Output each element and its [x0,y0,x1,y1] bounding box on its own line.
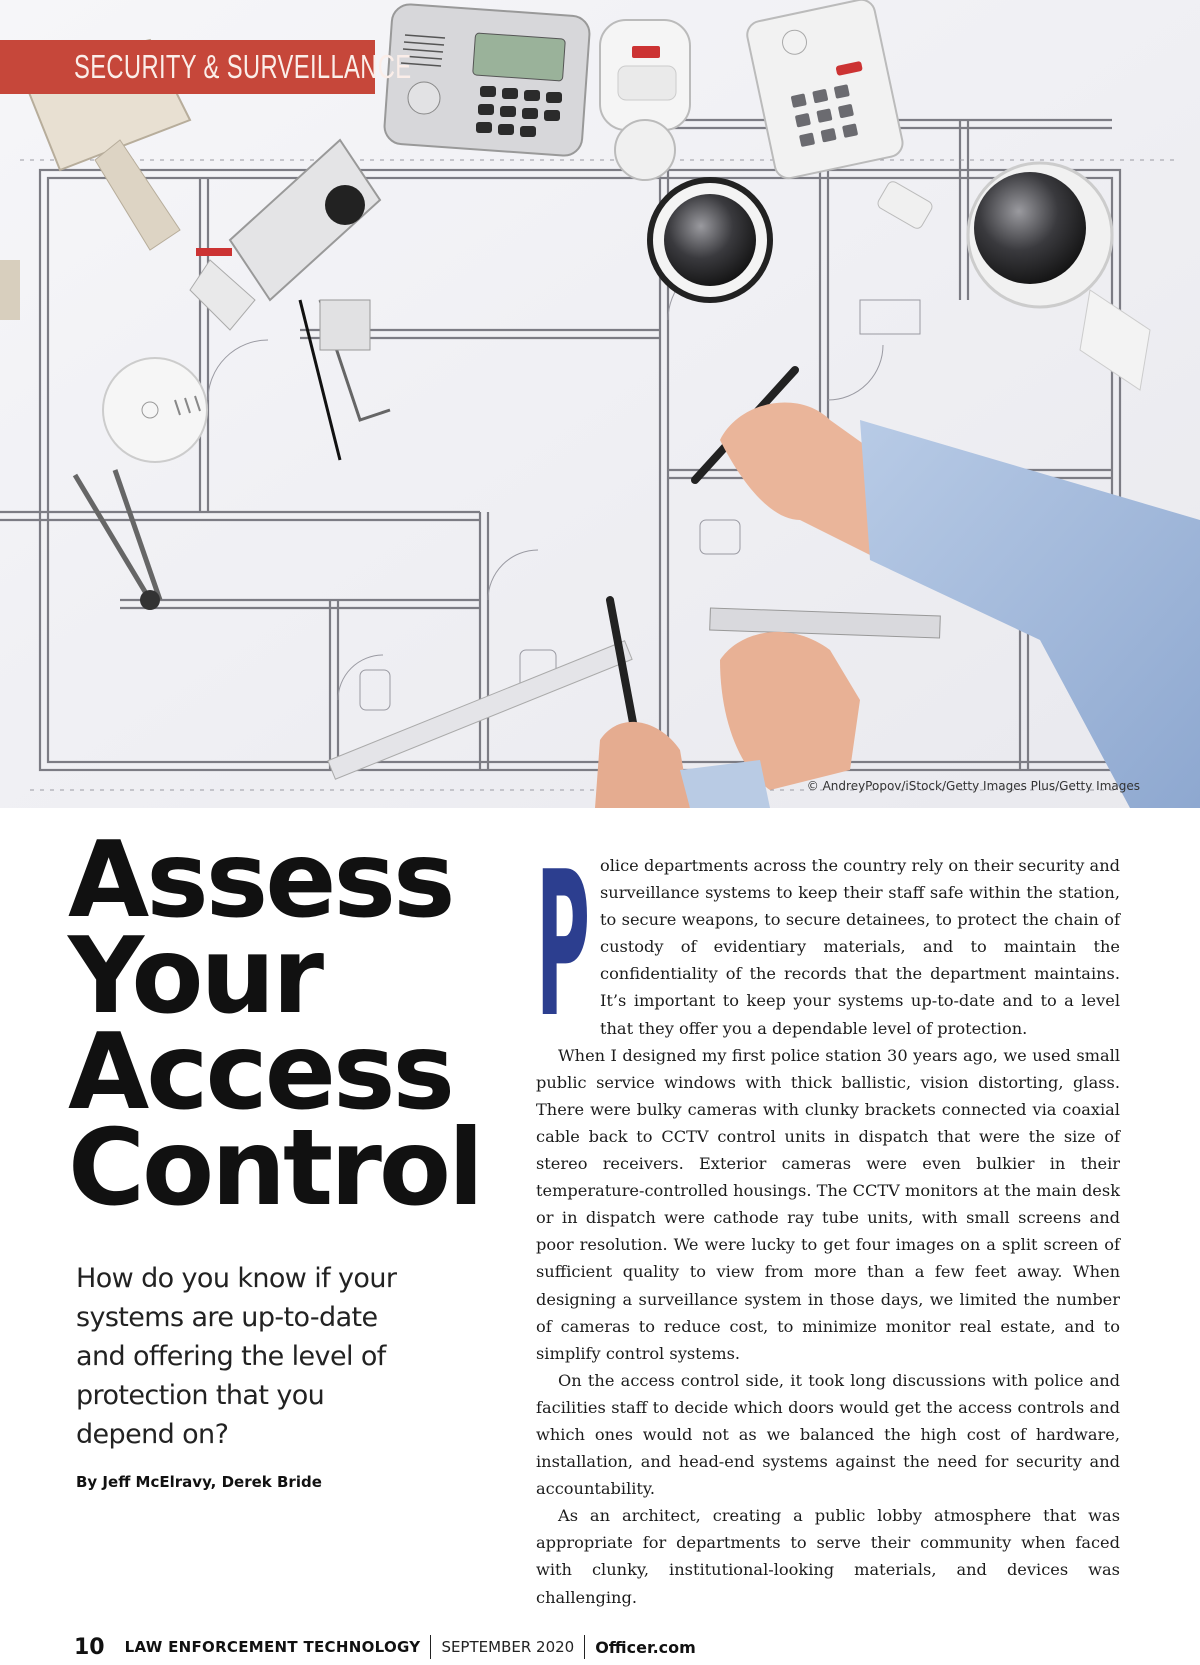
drop-cap-letter: P [536,829,590,1062]
page-number: 10 [74,1634,105,1660]
blueprint-illustration [0,0,1200,808]
smoke-detector [103,358,207,462]
article-body [536,829,1120,1611]
deck: How do you know if your systems are up-to-date and offering the level of protection that you depend on? [76,1263,397,1450]
body-paragraph: On the access control side, it took long discussions with police and facilities staff to decide which doors would get the access controls and which ones would not as we balanced the high cost of hardware, installation, and head-end systems against the need for security and accountability. [536,1370,1120,1499]
drop-cap [536,829,600,1062]
photo-credit: © AndreyPopov/iStock/Getty Images Plus/Getty Images [806,779,1140,793]
headline-line: Your [68,915,322,1037]
page-footer [74,1632,696,1662]
alarm-keypad [383,3,590,156]
lead-paragraph [536,829,1120,1062]
body-paragraph: As an architect, creating a public lobby atmosphere that was appropriate for departments to serve their community when faced with clunky, institutional-looking materials, and devices was challenging. [536,1506,1120,1607]
headline-line: Assess [68,819,453,941]
headline-line: Access [68,1011,452,1133]
section-banner [0,40,412,94]
headline [68,819,482,1229]
dome-camera-center [650,180,770,300]
body-paragraph: When I designed my first police station 30 years ago, we used small public service windows with thick ballistic, vision distorting, glass. There were bulky cameras with clunky brackets connected via coaxial cable back to CCTV control units in dispatch that were the size of stereo receivers. Exterior cameras were even bulkier in their temperature-controlled housings. The CCTV monitors at the main desk or in dispatch were cathode ray tube units, with small screens and poor resolution. We were lucky to get four images on a split screen of sufficient quality to view from more than a few feet away. When designing a surveillance system in those days, we limited the number of cameras to reduce cost, to minimize monitor real estate, and to simplify control systems. [536,1045,1120,1363]
section-label: SECURITY & SURVEILLANCE [74,48,412,85]
headline-line: Control [68,1107,482,1229]
hero-photo [0,0,1200,808]
drop-cap-glyph [536,829,594,1062]
footer-divider [584,1635,585,1659]
website-link[interactable]: Officer.com [595,1637,696,1657]
byline: By Jeff McElravy, Derek Bride [76,1473,322,1491]
footer-divider [430,1635,431,1659]
publication-name: LAW ENFORCEMENT TECHNOLOGY [124,1638,421,1656]
issue-date: SEPTEMBER 2020 [441,1638,575,1656]
lead-text: olice departments across the country rely on their security and surveillance systems to keep their staff safe within the station, to secure weapons, to secure detainees, to protect the chain of custody of evidentiary materials, and to maintain the confidentiality of the records that the department maintains. It’s important to keep your systems up-to-date and to a level that they offer you a dependable level of protection. [600,856,1120,1038]
